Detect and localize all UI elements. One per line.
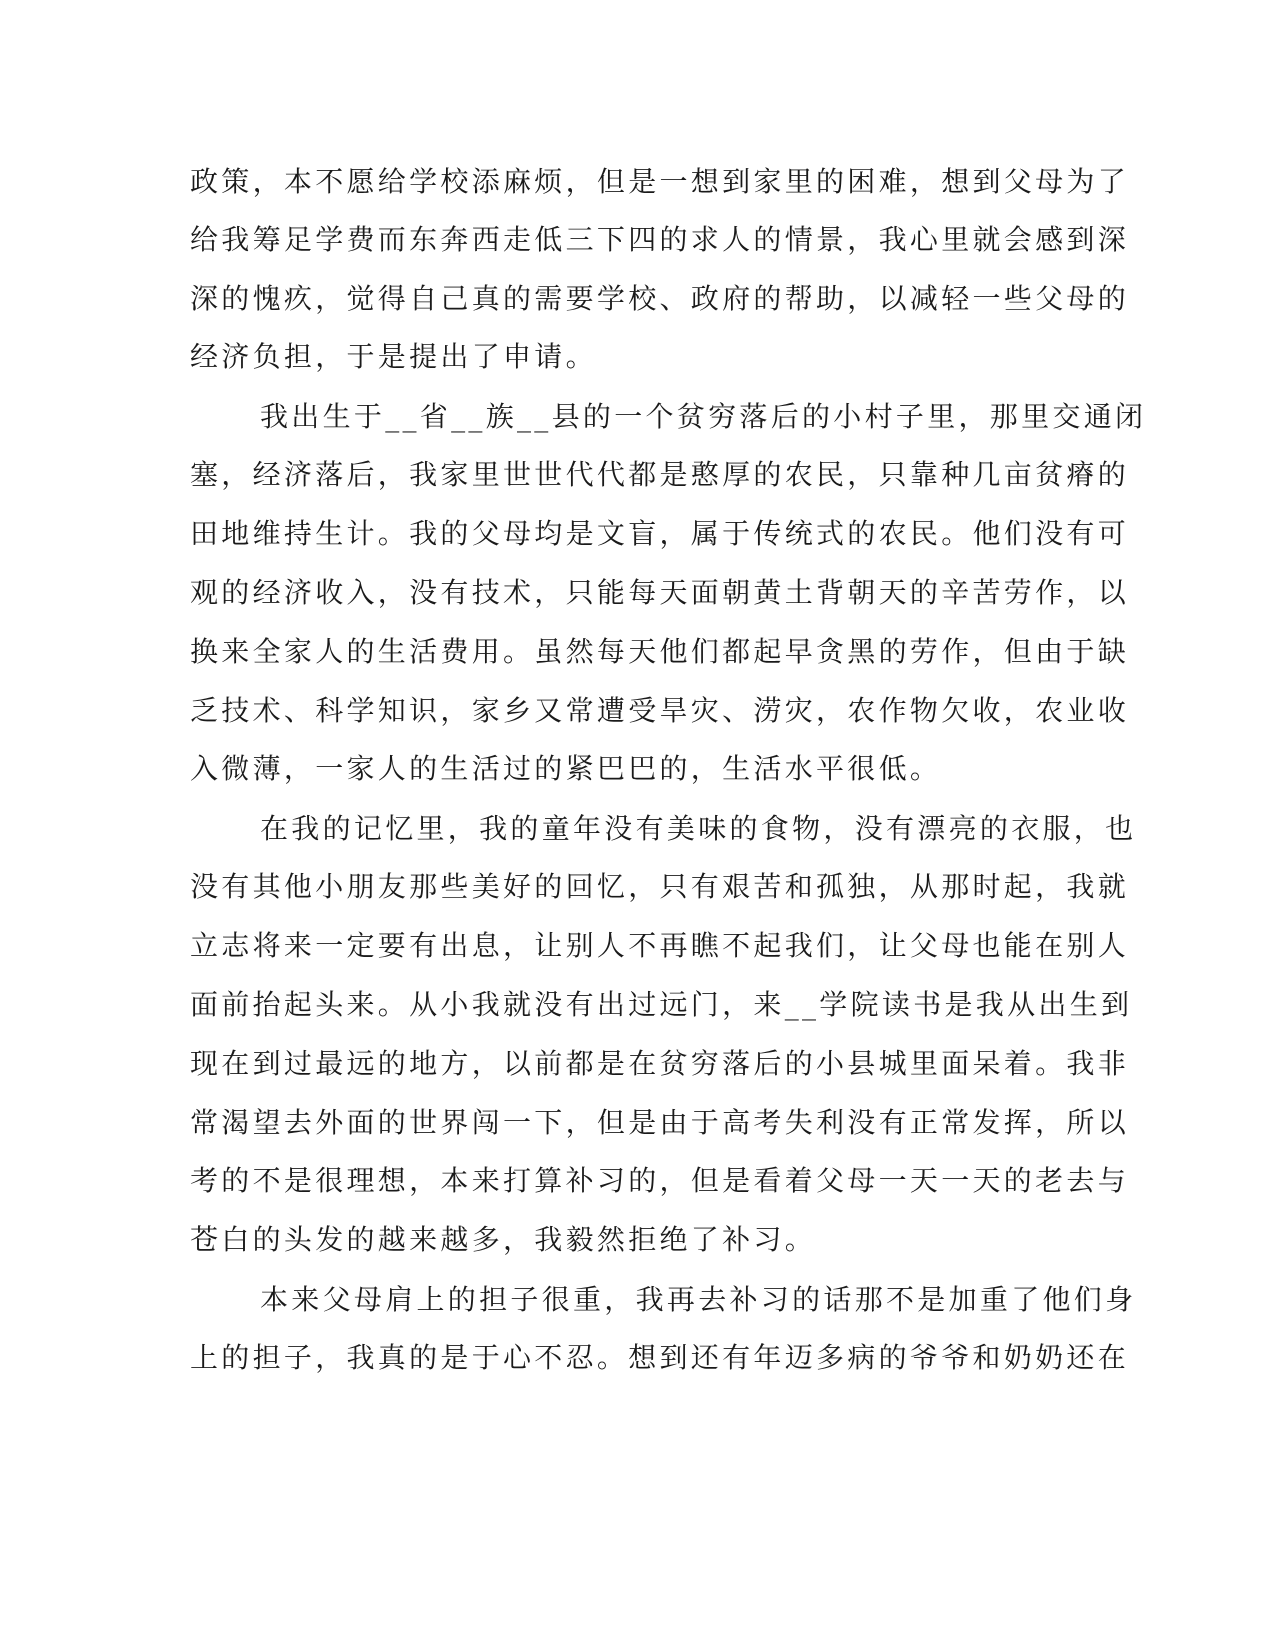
text-line: 田地维持生计。我的父母均是文盲，属于传统式的农民。他们没有可 (190, 517, 1130, 550)
text-line: 现在到过最远的地方，以前都是在贫穷落后的小县城里面呆着。我非 (190, 1047, 1130, 1080)
text-line: 塞，经济落后，我家里世世代代都是憨厚的农民，只靠种几亩贫瘠的 (190, 458, 1130, 491)
text-line: 苍白的头发的越来越多，我毅然拒绝了补习。 (190, 1223, 817, 1256)
text-line: 没有其他小朋友那些美好的回忆，只有艰苦和孤独，从那时起，我就 (190, 870, 1130, 903)
paragraph-first-line: 在我的记忆里，我的童年没有美味的食物，没有漂亮的衣服，也 (260, 812, 1137, 845)
text-line: 政策，本不愿给学校添麻烦，但是一想到家里的困难，想到父母为了 (190, 165, 1130, 198)
text-line: 常渴望去外面的世界闯一下，但是由于高考失利没有正常发挥，所以 (190, 1106, 1130, 1139)
text-line: 经济负担，于是提出了申请。 (190, 340, 597, 373)
text-line: 深的愧疚，觉得自己真的需要学校、政府的帮助，以减轻一些父母的 (190, 282, 1130, 315)
text-line: 换来全家人的生活费用。虽然每天他们都起早贪黑的劳作，但由于缺 (190, 635, 1130, 668)
text-line: 观的经济收入，没有技术，只能每天面朝黄土背朝天的辛苦劳作，以 (190, 576, 1130, 609)
text-line: 面前抬起头来。从小我就没有出过远门，来__学院读书是我从出生到 (190, 988, 1133, 1021)
text-line: 考的不是很理想，本来打算补习的，但是看着父母一天一天的老去与 (190, 1164, 1130, 1197)
text-line: 入微薄，一家人的生活过的紧巴巴的，生活水平很低。 (190, 752, 942, 785)
paragraph-first-line: 我出生于__省__族__县的一个贫穷落后的小村子里，那里交通闭 (260, 400, 1147, 433)
text-line: 给我筹足学费而东奔西走低三下四的求人的情景，我心里就会感到深 (190, 223, 1130, 256)
text-line: 立志将来一定要有出息，让别人不再瞧不起我们，让父母也能在别人 (190, 929, 1130, 962)
paragraph-first-line: 本来父母肩上的担子很重，我再去补习的话那不是加重了他们身 (260, 1283, 1137, 1316)
text-line: 上的担子，我真的是于心不忍。想到还有年迈多病的爷爷和奶奶还在 (190, 1341, 1130, 1374)
text-line: 乏技术、科学知识，家乡又常遭受旱灾、涝灾，农作物欠收，农业收 (190, 694, 1130, 727)
